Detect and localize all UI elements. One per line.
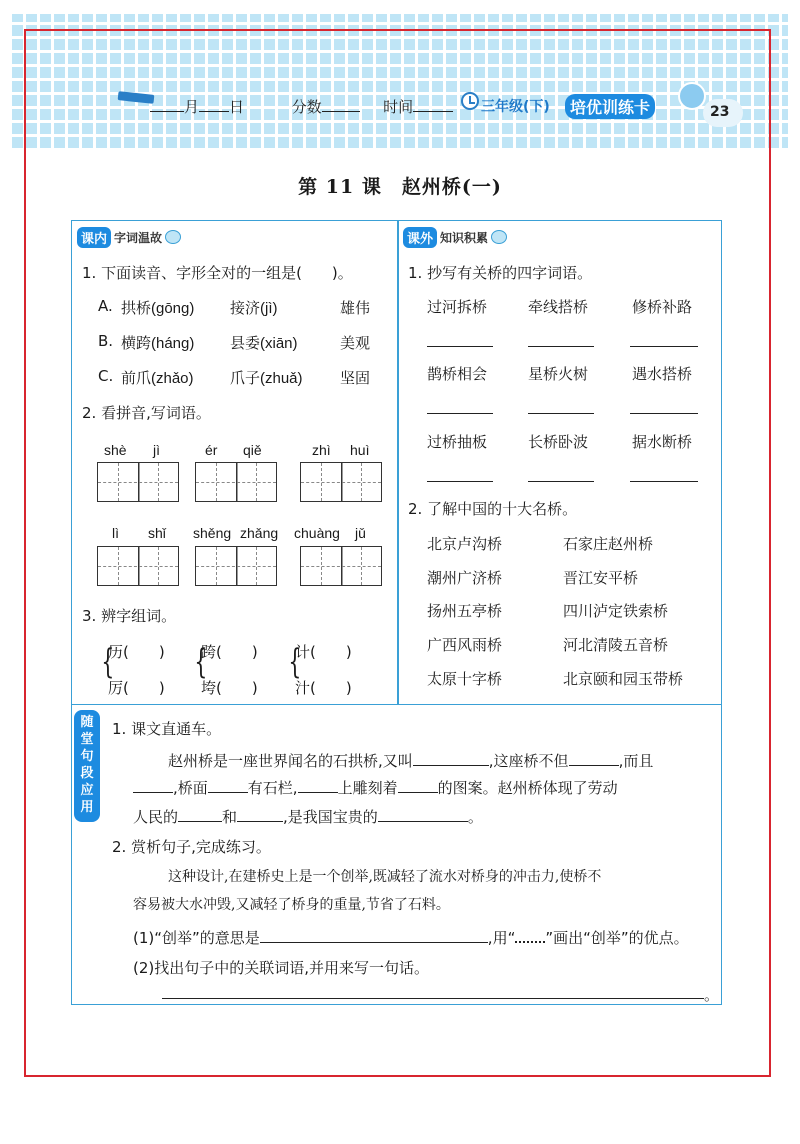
copy-blank[interactable] <box>528 481 594 482</box>
fill-blank[interactable] <box>208 779 248 793</box>
left-q3: 3. 辨字组词。 <box>82 607 177 625</box>
score-blank[interactable] <box>322 98 360 112</box>
time-label: 时间 <box>383 98 414 116</box>
copy-blank[interactable] <box>528 413 594 414</box>
pinyin: huì <box>350 442 370 458</box>
extracurricular-tag <box>403 226 507 248</box>
brand-title: 培优训练卡 <box>565 94 655 119</box>
option-c-word3[interactable]: 坚固 <box>340 369 371 387</box>
in-class-tag-label: 课内 <box>77 227 111 248</box>
bridge-name: 河北清陵五音桥 <box>563 636 669 654</box>
writing-grid[interactable] <box>300 462 382 502</box>
idiom: 鹊桥相会 <box>427 365 488 383</box>
fill-blank[interactable] <box>398 779 438 793</box>
option-b-word3[interactable]: 美观 <box>340 334 371 352</box>
left-q2: 2. 看拼音,写词语。 <box>82 404 211 422</box>
fill-blank[interactable] <box>569 752 619 766</box>
fill-blank[interactable] <box>378 808 468 822</box>
left-q1: 1. 下面读音、字形全对的一组是( )。 <box>82 264 353 282</box>
grade-badge: 三年级(下) <box>481 99 550 115</box>
pinyin: shěng <box>193 525 232 541</box>
writing-grid[interactable] <box>195 462 277 502</box>
word-pair-item[interactable]: 垮( ) <box>201 679 258 697</box>
extracurricular-tag-label: 课外 <box>403 227 437 248</box>
bridge-name: 晋江安平桥 <box>563 569 639 587</box>
mascot-icon <box>678 82 706 110</box>
copy-blank[interactable] <box>630 481 698 482</box>
quote-line-2: 容易被大水冲毁,又减轻了桥身的重量,节省了石料。 <box>133 897 450 913</box>
in-class-application-tag-label: 随堂句段应用 <box>80 715 94 815</box>
option-a-word2[interactable]: 接济(jì) <box>230 300 278 317</box>
bridge-name: 四川泸定铁索桥 <box>563 602 669 620</box>
bridge-name: 广西风雨桥 <box>427 636 503 654</box>
sticker-icon <box>491 230 507 244</box>
pinyin: lì <box>112 525 119 541</box>
wavy-line-icon <box>515 931 545 943</box>
header-info-line <box>120 96 453 117</box>
in-class-application-tag <box>74 710 100 822</box>
idiom: 修桥补路 <box>632 298 693 316</box>
answer-end-mark: 。 <box>704 986 720 1004</box>
sentence-answer-line[interactable] <box>162 998 704 999</box>
in-class-tag-sub: 字词温故 <box>114 230 163 245</box>
passage-line-1: 赵州桥是一座世界闻名的石拱桥,又叫 ,这座桥不但 ,而且 <box>168 752 654 770</box>
option-c-letter: C. <box>98 367 114 385</box>
day-blank[interactable] <box>199 98 229 112</box>
option-c-word1[interactable]: 前爪(zhǎo) <box>121 370 194 387</box>
option-a-letter: A. <box>98 297 113 315</box>
writing-grid[interactable] <box>97 546 179 586</box>
option-b-word2[interactable]: 县委(xiān) <box>230 335 298 352</box>
copy-blank[interactable] <box>427 346 493 347</box>
copy-blank[interactable] <box>427 481 493 482</box>
bottom-q2: 2. 赏析句子,完成练习。 <box>112 838 271 856</box>
pinyin: jǔ <box>355 525 366 541</box>
page-number: 23 <box>710 104 730 120</box>
pinyin: shè <box>104 442 127 458</box>
bottom-q1: 1. 课文直通车。 <box>112 720 222 738</box>
bridge-name: 北京卢沟桥 <box>427 535 503 553</box>
brace-icon: { <box>101 642 115 682</box>
pinyin: zhì <box>312 442 331 458</box>
idiom: 长桥卧波 <box>528 433 589 451</box>
idiom: 据水断桥 <box>632 433 693 451</box>
pinyin: qiě <box>243 442 262 458</box>
fill-blank[interactable] <box>178 808 222 822</box>
writing-grid[interactable] <box>97 462 179 502</box>
quote-line-1: 这种设计,在建桥史上是一个创举,既减轻了流水对桥身的冲击力,使桥不 <box>168 869 602 885</box>
time-blank[interactable] <box>413 98 453 112</box>
idiom: 过桥抽板 <box>427 433 488 451</box>
day-label: 日 <box>229 98 245 116</box>
copy-blank[interactable] <box>528 346 594 347</box>
month-blank[interactable] <box>150 98 184 112</box>
passage-line-3: 人民的 和 ,是我国宝贵的 。 <box>133 808 483 826</box>
copy-blank[interactable] <box>427 413 493 414</box>
writing-grid[interactable] <box>195 546 277 586</box>
sticker-icon <box>165 230 181 244</box>
clock-icon <box>461 92 479 110</box>
fill-blank[interactable] <box>413 752 489 766</box>
fill-blank[interactable] <box>237 808 283 822</box>
option-c-word2[interactable]: 爪子(zhuǎ) <box>230 370 303 387</box>
idiom: 星桥火树 <box>528 365 589 383</box>
brace-icon: { <box>288 642 302 682</box>
option-b-word1[interactable]: 横跨(háng) <box>121 335 195 352</box>
copy-blank[interactable] <box>630 346 698 347</box>
bridge-name: 潮州广济桥 <box>427 569 503 587</box>
pinyin: shǐ <box>148 525 166 541</box>
extracurricular-tag-sub: 知识积累 <box>440 230 489 245</box>
brace-icon: { <box>194 642 208 682</box>
fill-blank[interactable] <box>260 929 488 943</box>
pinyin: jì <box>153 442 160 458</box>
idiom: 牵线搭桥 <box>528 298 589 316</box>
in-class-tag <box>77 226 181 248</box>
word-pair-item[interactable]: 跨( ) <box>201 643 258 661</box>
pinyin: ér <box>205 442 218 458</box>
fill-blank[interactable] <box>298 779 338 793</box>
bridge-name: 北京颐和园玉带桥 <box>563 670 684 688</box>
idiom: 遇水搭桥 <box>632 365 693 383</box>
pinyin: zhǎng <box>240 525 279 541</box>
extracurricular-section <box>398 220 722 705</box>
lesson-title: 第 11 课 赵州桥(一) <box>298 176 502 198</box>
fill-blank[interactable] <box>133 779 173 793</box>
right-q1: 1. 抄写有关桥的四字词语。 <box>408 264 593 282</box>
passage-line-2: ,桥面 有石栏, 上雕刻着 的图案。赵州桥体现了劳动 <box>133 777 618 798</box>
sub-question-1: (1)“创举”的意思是 ,用“ ”画出“创举”的优点。 <box>133 929 689 947</box>
month-label: 月 <box>184 98 200 116</box>
idiom: 过河拆桥 <box>427 298 488 316</box>
writing-grid[interactable] <box>300 546 382 586</box>
sub-question-2: (2)找出句子中的关联词语,并用来写一句话。 <box>133 959 430 977</box>
bridge-name: 扬州五亭桥 <box>427 602 503 620</box>
option-a-word3[interactable]: 雄伟 <box>340 299 371 317</box>
copy-blank[interactable] <box>630 413 698 414</box>
option-a-word1[interactable]: 拱桥(gōng) <box>121 300 195 317</box>
bridge-name: 太原十字桥 <box>427 670 503 688</box>
word-pair-item[interactable]: 历( ) <box>108 643 165 661</box>
bridge-name: 石家庄赵州桥 <box>563 535 654 553</box>
word-pair-item[interactable]: 计( ) <box>295 643 352 661</box>
pinyin: chuàng <box>294 525 340 541</box>
word-pair-item[interactable]: 厉( ) <box>108 679 165 697</box>
option-b-letter: B. <box>98 332 114 350</box>
right-q2: 2. 了解中国的十大名桥。 <box>408 500 578 518</box>
word-pair-item[interactable]: 汁( ) <box>295 679 352 697</box>
score-label: 分数 <box>291 98 322 116</box>
